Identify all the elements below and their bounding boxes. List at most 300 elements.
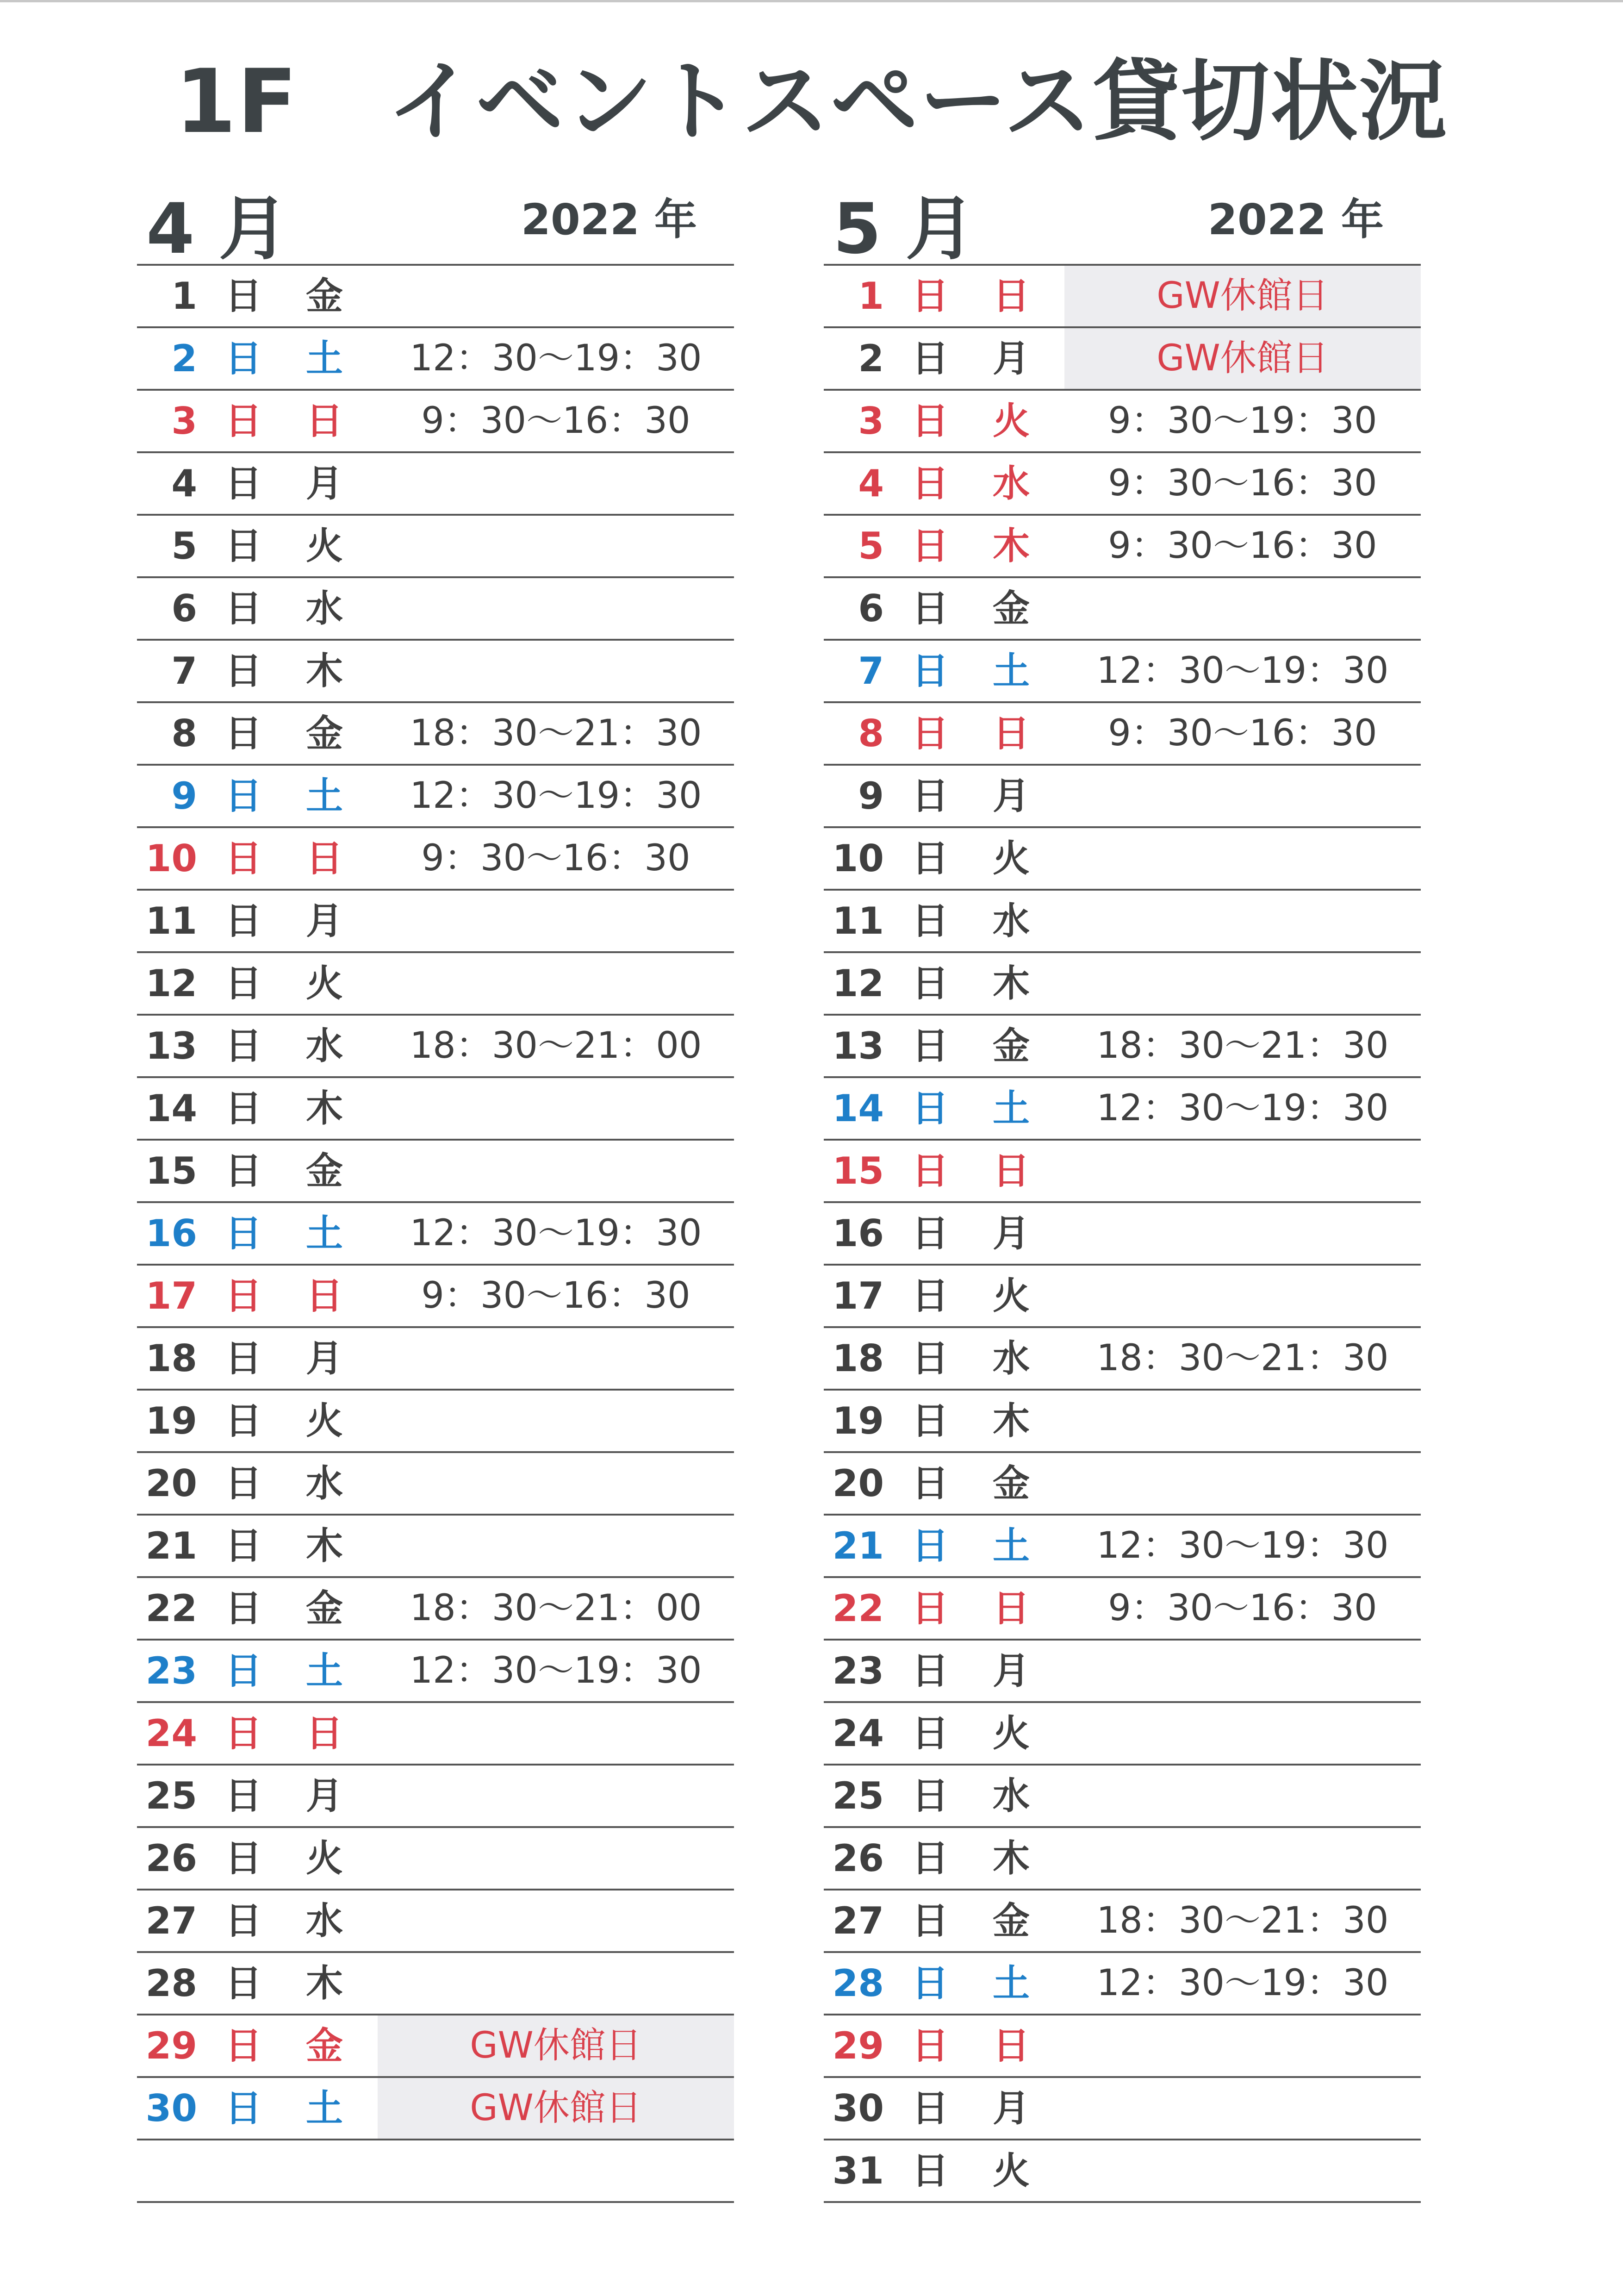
weekday: 土 [306, 2087, 343, 2130]
weekday: 水 [993, 1774, 1030, 1817]
table-row [824, 953, 1421, 1016]
booking-time [378, 578, 734, 639]
weekday: 水 [306, 1024, 343, 1067]
table-row [824, 1516, 1421, 1578]
table-row [137, 641, 734, 703]
day-number: 12 [832, 962, 884, 1005]
day-number: 19 [832, 1399, 884, 1442]
day-suffix: 日 [912, 712, 949, 755]
table-row [824, 703, 1421, 766]
booking-time [1064, 2015, 1421, 2076]
day-number: 13 [832, 1024, 884, 1067]
table-row [824, 266, 1421, 328]
table-row [824, 1890, 1421, 1953]
booking-time [1064, 1391, 1421, 1451]
day-suffix: 日 [225, 1274, 262, 1317]
table-row [137, 516, 734, 578]
weekday: 日 [993, 2024, 1030, 2067]
day-suffix: 日 [225, 1649, 262, 1692]
booking-time [378, 641, 734, 701]
day-number: 25 [832, 1774, 884, 1817]
table-row [824, 1141, 1421, 1203]
table-row [137, 1516, 734, 1578]
weekday: 月 [993, 774, 1030, 817]
table-row [137, 1453, 734, 1516]
table-row [824, 1953, 1421, 2015]
booking-time [1064, 2078, 1421, 2139]
booking-time [1064, 1266, 1421, 1326]
day-suffix: 日 [912, 899, 949, 942]
booking-time [378, 1703, 734, 1764]
booking-time [378, 891, 734, 951]
booking-time: 18：30～21：00 [410, 1025, 702, 1067]
day-number: 4 [858, 462, 884, 505]
day-number: 7 [171, 649, 197, 693]
day-suffix: 日 [225, 1212, 262, 1255]
booking-time [1064, 1203, 1421, 1264]
day-suffix: 日 [225, 1712, 262, 1755]
day-suffix: 日 [225, 837, 262, 880]
booking-time: 18：30～21：30 [1096, 1337, 1389, 1379]
weekday: 金 [993, 1024, 1030, 1067]
table-row [137, 1703, 734, 1766]
booking-time: 12：30～19：30 [1096, 650, 1389, 692]
day-suffix: 日 [912, 462, 949, 505]
table-row [824, 516, 1421, 578]
weekday: 木 [306, 649, 343, 693]
day-number: 6 [171, 587, 197, 630]
booking-time [378, 953, 734, 1014]
day-number: 11 [145, 899, 197, 942]
table-row [137, 1578, 734, 1641]
day-number: 10 [832, 837, 884, 880]
weekday: 土 [306, 1212, 343, 1255]
may-header [824, 181, 1421, 269]
booking-time: 9：30～16：30 [1108, 1587, 1377, 1629]
day-suffix: 日 [225, 962, 262, 1005]
day-suffix: 日 [225, 1337, 262, 1380]
booking-time [1064, 891, 1421, 951]
table-row [824, 1766, 1421, 1828]
booking-time: 12：30～19：30 [1096, 1087, 1389, 1129]
weekday: 土 [306, 1649, 343, 1692]
day-number: 12 [145, 962, 197, 1005]
day-suffix: 日 [912, 1899, 949, 1942]
booking-time: 18：30～21：30 [1096, 1900, 1389, 1941]
booking-time: 12：30～19：30 [410, 337, 702, 379]
booking-time [378, 1328, 734, 1389]
booking-time: 18：30～21：30 [1096, 1025, 1389, 1067]
may-calendar [824, 181, 1421, 2203]
day-suffix: 日 [912, 524, 949, 568]
day-suffix: 日 [225, 1087, 262, 1130]
weekday: 月 [993, 337, 1030, 380]
weekday: 水 [993, 899, 1030, 942]
day-suffix: 日 [912, 774, 949, 817]
april-month-label: 4 月 [146, 189, 288, 269]
booking-time: 12：30～19：30 [1096, 1962, 1389, 2004]
day-suffix: 日 [912, 2024, 949, 2067]
table-row [137, 953, 734, 1016]
booking-time [378, 2140, 734, 2201]
day-suffix: 日 [225, 1024, 262, 1067]
day-number: 23 [832, 1649, 884, 1692]
weekday: 月 [306, 899, 343, 942]
day-number: 14 [832, 1087, 884, 1130]
table-row [824, 766, 1421, 828]
table-row [824, 2078, 1421, 2140]
weekday: 日 [306, 1712, 343, 1755]
day-number: 31 [832, 2149, 884, 2192]
table-row [137, 391, 734, 453]
weekday: 月 [306, 1774, 343, 1817]
booking-time: GW休館日 [1064, 328, 1421, 389]
table-row [824, 641, 1421, 703]
booking-time [1064, 1703, 1421, 1764]
day-suffix: 日 [225, 275, 262, 318]
booking-time [1064, 828, 1421, 889]
weekday: 月 [306, 1337, 343, 1380]
table-row [137, 1641, 734, 1703]
day-number: 9 [171, 774, 197, 817]
weekday: 水 [306, 1462, 343, 1505]
day-number: 25 [145, 1774, 197, 1817]
booking-time [378, 1828, 734, 1889]
day-suffix: 日 [912, 1962, 949, 2005]
table-row [137, 266, 734, 328]
day-number: 2 [171, 337, 197, 380]
weekday: 日 [993, 1587, 1030, 1630]
table-row [824, 1703, 1421, 1766]
day-suffix: 日 [225, 1774, 262, 1817]
day-suffix: 日 [912, 1712, 949, 1755]
booking-time [1064, 1453, 1421, 1514]
weekday: 金 [306, 712, 343, 755]
table-row [137, 891, 734, 953]
weekday: 水 [993, 1337, 1030, 1380]
table-row [824, 828, 1421, 891]
table-row [824, 1391, 1421, 1453]
day-number: 24 [145, 1712, 197, 1755]
booking-time: GW休館日 [378, 2078, 734, 2139]
day-suffix: 日 [225, 774, 262, 817]
weekday: 土 [993, 1087, 1030, 1130]
table-row [137, 453, 734, 516]
table-row [824, 891, 1421, 953]
table-row [137, 766, 734, 828]
day-suffix: 日 [912, 1587, 949, 1630]
day-suffix: 日 [912, 1837, 949, 1880]
day-number: 3 [858, 399, 884, 443]
day-suffix: 日 [225, 1587, 262, 1630]
day-number: 30 [145, 2087, 197, 2130]
day-number: 7 [858, 649, 884, 693]
booking-time [1064, 2140, 1421, 2201]
day-suffix: 日 [225, 587, 262, 630]
weekday: 月 [993, 1212, 1030, 1255]
booking-time: 12：30～19：30 [410, 775, 702, 817]
day-number: 14 [145, 1087, 197, 1130]
weekday: 金 [993, 1899, 1030, 1942]
weekday: 日 [993, 1149, 1030, 1192]
weekday: 土 [306, 337, 343, 380]
day-number: 28 [832, 1962, 884, 2005]
day-number: 15 [832, 1149, 884, 1192]
day-number: 17 [832, 1274, 884, 1317]
booking-time [378, 1141, 734, 1201]
day-suffix: 日 [912, 649, 949, 693]
day-suffix: 日 [912, 1399, 949, 1442]
day-number: 29 [145, 2024, 197, 2067]
day-number: 2 [858, 337, 884, 380]
day-number: 19 [145, 1399, 197, 1442]
weekday: 月 [306, 462, 343, 505]
april-calendar [137, 181, 734, 2203]
day-number: 3 [171, 399, 197, 443]
day-suffix: 日 [225, 524, 262, 568]
weekday: 金 [993, 1462, 1030, 1505]
day-number: 4 [171, 462, 197, 505]
booking-time: 9：30～16：30 [421, 1275, 690, 1316]
weekday: 金 [993, 587, 1030, 630]
day-number: 15 [145, 1149, 197, 1192]
day-number: 24 [832, 1712, 884, 1755]
table-row [137, 1391, 734, 1453]
booking-time: 9：30～16：30 [1108, 712, 1377, 754]
booking-time: 9：30～16：30 [1108, 525, 1377, 567]
table-row [137, 2015, 734, 2078]
weekday: 木 [993, 962, 1030, 1005]
page-title: 1F イベントスペース貸切状況 [175, 50, 1448, 153]
day-suffix: 日 [225, 2024, 262, 2067]
table-row [137, 2078, 734, 2140]
booking-time [378, 266, 734, 326]
booking-time [378, 1516, 734, 1576]
day-suffix: 日 [912, 1087, 949, 1130]
day-number: 1 [858, 275, 884, 318]
table-row [824, 453, 1421, 516]
day-suffix: 日 [912, 1649, 949, 1692]
weekday: 木 [993, 1399, 1030, 1442]
table-row [137, 2140, 734, 2203]
table-row [824, 2015, 1421, 2078]
day-suffix: 日 [912, 1149, 949, 1192]
booking-time [378, 453, 734, 514]
weekday: 月 [993, 2087, 1030, 2130]
weekday: 火 [306, 1837, 343, 1880]
booking-time: GW休館日 [1064, 266, 1421, 326]
weekday: 木 [306, 1087, 343, 1130]
weekday: 火 [306, 524, 343, 568]
table-row [824, 1578, 1421, 1641]
booking-time [1064, 953, 1421, 1014]
day-suffix: 日 [225, 1149, 262, 1192]
day-number: 22 [832, 1587, 884, 1630]
weekday: 木 [306, 1962, 343, 2005]
may-rows [824, 266, 1421, 2203]
weekday: 日 [993, 712, 1030, 755]
table-row [137, 1016, 734, 1078]
table-row [137, 328, 734, 391]
booking-time [1064, 1641, 1421, 1701]
booking-time [1064, 1828, 1421, 1889]
day-number: 21 [832, 1524, 884, 1567]
day-number: 16 [145, 1212, 197, 1255]
day-suffix: 日 [225, 399, 262, 443]
table-row [137, 1203, 734, 1266]
day-number: 18 [832, 1337, 884, 1380]
weekday: 火 [993, 837, 1030, 880]
day-suffix: 日 [225, 1837, 262, 1880]
weekday: 水 [993, 462, 1030, 505]
day-suffix: 日 [225, 899, 262, 942]
table-row [824, 1828, 1421, 1890]
weekday: 日 [306, 837, 343, 880]
day-number: 9 [858, 774, 884, 817]
table-row [824, 1016, 1421, 1078]
weekday: 火 [306, 1399, 343, 1442]
weekday: 木 [993, 524, 1030, 568]
day-number: 5 [171, 524, 197, 568]
table-row [137, 1890, 734, 1953]
table-row [137, 1328, 734, 1391]
day-number: 26 [832, 1837, 884, 1880]
day-number: 23 [145, 1649, 197, 1692]
day-suffix: 日 [912, 337, 949, 380]
booking-time [378, 1890, 734, 1951]
day-suffix: 日 [225, 1899, 262, 1942]
day-suffix: 日 [225, 712, 262, 755]
april-header [137, 181, 734, 269]
table-row [137, 1953, 734, 2015]
table-row [824, 1266, 1421, 1328]
day-suffix: 日 [912, 275, 949, 318]
table-row [824, 1328, 1421, 1391]
booking-time [378, 1391, 734, 1451]
table-row [824, 391, 1421, 453]
booking-time [1064, 1141, 1421, 1201]
day-number: 11 [832, 899, 884, 942]
day-number: 27 [145, 1899, 197, 1942]
weekday: 木 [306, 1524, 343, 1567]
weekday: 土 [993, 1524, 1030, 1567]
day-suffix: 日 [912, 2149, 949, 2192]
booking-time: 9：30～16：30 [1108, 462, 1377, 504]
table-row [137, 1266, 734, 1328]
day-suffix: 日 [225, 649, 262, 693]
table-row [824, 328, 1421, 391]
booking-time: 9：30～16：30 [421, 400, 690, 442]
day-number: 10 [145, 837, 197, 880]
day-suffix: 日 [912, 837, 949, 880]
weekday: 月 [993, 1649, 1030, 1692]
day-suffix: 日 [912, 1524, 949, 1567]
weekday: 水 [306, 1899, 343, 1942]
table-row [137, 1766, 734, 1828]
booking-time [378, 1453, 734, 1514]
weekday: 日 [306, 399, 343, 443]
weekday: 水 [306, 587, 343, 630]
table-row [824, 1641, 1421, 1703]
weekday: 金 [306, 1587, 343, 1630]
booking-time: 18：30～21：00 [410, 1587, 702, 1629]
day-suffix: 日 [912, 1337, 949, 1380]
day-suffix: 日 [225, 1462, 262, 1505]
day-number: 18 [145, 1337, 197, 1380]
day-suffix: 日 [225, 462, 262, 505]
booking-time [1064, 578, 1421, 639]
table-row [824, 1453, 1421, 1516]
booking-time: 9：30～16：30 [421, 837, 690, 879]
weekday: 火 [993, 2149, 1030, 2192]
weekday: 火 [306, 962, 343, 1005]
day-suffix: 日 [912, 1774, 949, 1817]
day-number: 13 [145, 1024, 197, 1067]
weekday: 土 [993, 649, 1030, 693]
day-number: 8 [858, 712, 884, 755]
weekday: 金 [306, 2024, 343, 2067]
day-suffix: 日 [912, 962, 949, 1005]
weekday: 金 [306, 1149, 343, 1192]
booking-time: 12：30～19：30 [410, 1650, 702, 1691]
weekday: 日 [306, 1274, 343, 1317]
table-row [824, 578, 1421, 641]
day-suffix: 日 [225, 2087, 262, 2130]
booking-time: 9：30～19：30 [1108, 400, 1377, 442]
table-row [137, 578, 734, 641]
day-number: 17 [145, 1274, 197, 1317]
day-suffix: 日 [912, 1274, 949, 1317]
day-number: 20 [145, 1462, 197, 1505]
booking-time [1064, 766, 1421, 826]
booking-time [1064, 1766, 1421, 1826]
day-suffix: 日 [225, 337, 262, 380]
day-number: 16 [832, 1212, 884, 1255]
booking-time [378, 516, 734, 576]
booking-time [378, 1953, 734, 2014]
weekday: 土 [993, 1962, 1030, 2005]
day-suffix: 日 [225, 1962, 262, 2005]
day-suffix: 日 [225, 1524, 262, 1567]
booking-time: 12：30～19：30 [410, 1212, 702, 1254]
booking-time [378, 1766, 734, 1826]
booking-time: 18：30～21：30 [410, 712, 702, 754]
table-row [824, 2140, 1421, 2203]
day-number: 30 [832, 2087, 884, 2130]
april-year-label: 2022 年 [521, 195, 697, 244]
day-number: 28 [145, 1962, 197, 2005]
day-number: 21 [145, 1524, 197, 1567]
table-row [137, 1078, 734, 1141]
day-number: 8 [171, 712, 197, 755]
booking-time: GW休館日 [378, 2015, 734, 2076]
day-suffix: 日 [912, 1462, 949, 1505]
table-row [137, 703, 734, 766]
day-number: 29 [832, 2024, 884, 2067]
day-number: 20 [832, 1462, 884, 1505]
april-rows [137, 266, 734, 2203]
table-row [137, 1141, 734, 1203]
day-suffix: 日 [912, 587, 949, 630]
day-suffix: 日 [912, 399, 949, 443]
table-row [824, 1078, 1421, 1141]
table-row [137, 1828, 734, 1890]
day-suffix: 日 [912, 1024, 949, 1067]
weekday: 土 [306, 774, 343, 817]
booking-time: 12：30～19：30 [1096, 1525, 1389, 1566]
day-suffix: 日 [912, 1212, 949, 1255]
weekday: 日 [993, 275, 1030, 318]
